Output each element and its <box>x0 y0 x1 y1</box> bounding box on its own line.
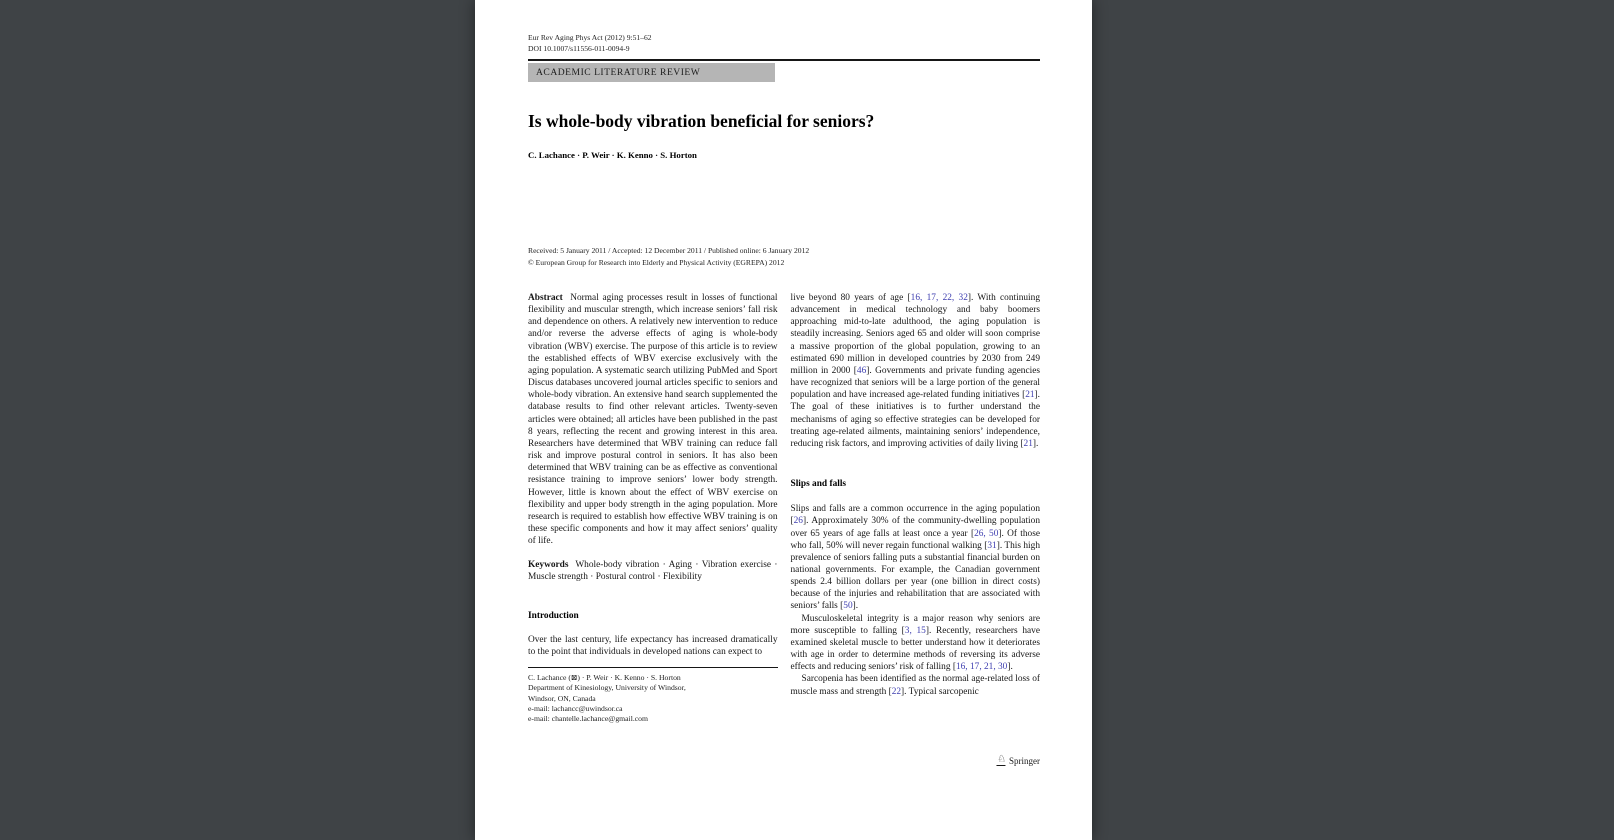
citation-link[interactable]: 22 <box>891 686 902 697</box>
copyright-line: © European Group for Research into Elderly and Physical Activity (EGREPA) 2012 <box>528 257 785 267</box>
introduction-heading: Introduction <box>528 610 579 621</box>
document-page <box>475 0 1092 840</box>
springer-logo-icon: ♘ <box>996 754 1007 765</box>
abstract-label: Abstract <box>528 293 563 303</box>
slips-and-falls-heading: Slips and falls <box>790 479 847 490</box>
article-title: Is whole-body vibration beneficial for seniors? <box>528 111 875 131</box>
journal-header <box>528 32 1040 54</box>
citation-link[interactable]: 21 <box>1023 438 1033 449</box>
citation-link[interactable]: 31 <box>987 540 997 551</box>
journal-doi: DOI 10.1007/s11556-011-0094-9 <box>528 44 630 53</box>
slips-paragraph-3: Sarcopenia has been identified as the normal age-related loss of muscle mass and strength [22]. Typical sarcopenic <box>790 674 1040 697</box>
citation-link[interactable]: 16, 17, 22, 32 <box>910 293 968 303</box>
keywords-label: Keywords <box>528 560 569 571</box>
footnote-affiliation-line1: Department of Kinesiology, University of Windsor, <box>528 683 686 693</box>
journal-citation: Eur Rev Aging Phys Act (2012) 9:51–62 <box>528 33 652 42</box>
article-type-banner: ACADEMIC LITERATURE REVIEW <box>528 63 775 82</box>
keywords-paragraph <box>528 559 778 583</box>
slips-paragraph-2: Musculoskeletal integrity is a major reason why seniors are more susceptible to falling [3, 15]. Recently, researchers have examined skeletal muscle to better understand how it deteriorates with age in order to determine methods of reversing its adverse effects and reducing seniors’ risk of falling [16, 17, 21, 30]. <box>790 613 1041 673</box>
abstract-text: Normal aging processes result in losses of functional flexibility and muscular strength, which increase seniors’ fall risk and dependence on others. A relatively new intervention to reduce and/or reverse the adverse effects of aging is whole-body vibration (WBV) exercise. The purpose of this article is to review the established effects of WBV exercise exclusively with the aging population. A systematic search utilizing PubMed and Sport Discus databases uncovered journal articles specific to seniors and whole-body vibration. An extensive hand search supplemented the database results to find other relevant articles. Twenty-seven articles were obtained; all articles have been published in the past 8 years, reflecting the recent and growing interest in this area. Researchers have determined that WBV training can reduce fall risk and improve postural control in seniors. It has also been determined that WBV training can be as effective as conventional resistance training to improve seniors’ lower body strength. However, little is known about the effect of WBV exercise on flexibility and upper body strength in the aging population. More research is required to establish how effective WBV training is on these specific components and how it may affect seniors’ quality of life. <box>528 293 778 547</box>
author-line: C. Lachance · P. Weir · K. Kenno · S. Horton <box>528 150 697 160</box>
citation-link[interactable]: 26 <box>793 516 803 527</box>
received-accepted-line: Received: 5 January 2011 / Accepted: 12 December 2011 / Published online: 6 January 2012 <box>528 246 810 255</box>
footnote-email-1: e-mail: lachancc@uwindsor.ca <box>528 703 623 713</box>
citation-link[interactable]: 50 <box>843 601 853 612</box>
keywords-text: Whole-body vibration · Aging · Vibration exercise · Muscle strength · Postural control · Flexibility <box>528 560 778 583</box>
header-rule <box>528 59 1040 61</box>
footnote-affiliation-line2: Windsor, ON, Canada <box>528 693 596 703</box>
citation-link[interactable]: 46 <box>856 365 867 376</box>
right-column <box>791 292 1041 725</box>
publisher-name: Springer <box>1009 755 1040 766</box>
publication-history <box>528 245 1040 268</box>
two-column-body <box>528 292 1040 725</box>
publisher-mark <box>997 755 1040 766</box>
footnote-email-2: e-mail: chantelle.lachance@gmail.com <box>528 714 648 724</box>
correspondence-footnote <box>528 667 778 724</box>
intro-continued-paragraph: live beyond 80 years of age [16, 17, 22, 32]. With continuing advancement in medical technology and baby boomers approaching mid-to-late adulthood, the aging population is steadily increasing. Seniors aged 65 and older will soon comprise a massive proportion of the global population, growing to an estimated 690 million in developed countries by 2030 from 249 million in 2000 [46]. Governments and private funding agencies have recognized that seniors will be a large portion of the general population and have increased age-related funding initiatives [21]. The goal of these initiatives is to further understand the mechanisms of aging so effective strategies can be developed for treating age-related ailments, maintaining seniors’ independence, reducing risk factors, and improving activities of daily living [21]. <box>790 293 1040 449</box>
slips-paragraph-1: Slips and falls are a common occurrence in the aging population [26]. Approximately 30% of the community-dwelling population over 65 years of age falls at least once a year [26, 50]. Of those who fall, 50% will never regain functional walking [31]. This high prevalence of seniors falling puts a substantial financial burden on national governments. For example, the Canadian government spends 2.4 billion dollars per year (one billion in direct costs) because of the injuries and rehabilitation that are associated with seniors’ falls [50]. <box>790 504 1041 612</box>
citation-link[interactable]: 26, 50 <box>974 528 999 539</box>
footnote-authors: C. Lachance (⊠) · P. Weir · K. Kenno · S. Horton <box>528 673 681 683</box>
introduction-lead-paragraph: Over the last century, life expectancy has increased dramatically to the point that individuals in developed nations can expect to <box>528 634 778 657</box>
citation-link[interactable]: 16, 17, 21, 30 <box>955 662 1008 673</box>
left-column <box>528 292 778 725</box>
citation-link[interactable]: 21 <box>1025 390 1035 401</box>
citation-link[interactable]: 3, 15 <box>904 625 926 636</box>
abstract-paragraph <box>528 292 778 547</box>
